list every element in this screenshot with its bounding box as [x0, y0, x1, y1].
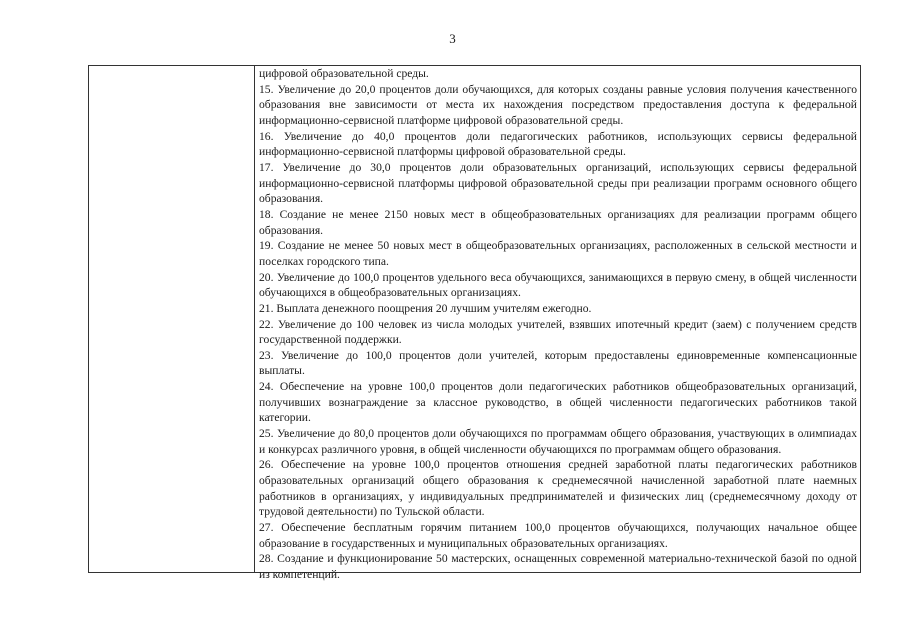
document-table: [88, 65, 861, 581]
paragraph-15: 15. Увеличение до 20,0 процентов доли обучающихся, для которых созданы равные условия получения качественного образования вне зависимости от места их нахождения посредством предоставления доступа к федеральной информационно-сервисной платформе цифровой образовательной среды.: [259, 82, 857, 127]
paragraph-17: 17. Увеличение до 30,0 процентов доли образовательных организаций, использующих сервисы федеральной информационно-сервисной платформы цифровой образовательной среды при реализации программ основного общего образования.: [259, 160, 857, 206]
paragraph-21: 21. Выплата денежного поощрения 20 лучшим учителям ежегодно.: [259, 301, 592, 315]
table-left-cell: [89, 66, 255, 572]
paragraph-26: 26. Обеспечение на уровне 100,0 процентов отношения средней заработной платы педагогических работников образовательных организаций общего образования к среднемесячной начисленной заработной плате наемных работников в организациях, у индивидуальных предпринимателей и физических лиц (среднемесячному доходу от трудовой деятельности) по Тульской области.: [259, 458, 857, 519]
paragraph-22: 22. Увеличение до 100 человек из числа молодых учителей, взявших ипотечный кредит (заем) с получением средств государственной поддержки.: [259, 317, 857, 347]
paragraph-20: 20. Увеличение до 100,0 процентов удельного веса обучающихся, занимающихся в первую смену, в общей численности обучающихся в общеобразовательных организациях.: [259, 270, 857, 300]
paragraph-14-continuation: цифровой образовательной среды.: [259, 67, 429, 80]
paragraph-25: 25. Увеличение до 80,0 процентов доли обучающихся по программам общего образования, участвующих в олимпиадах и конкурсах различного уровня, в общей численности обучающихся по программам общего образования.: [259, 427, 857, 456]
paragraph-24: 24. Обеспечение на уровне 100,0 процентов доли педагогических работников общеобразовательных организаций, получивших вознаграждение за классное руководство, в общей численности педагогических работников такой категории.: [259, 380, 857, 425]
paragraph-23: 23. Увеличение до 100,0 процентов доли учителей, которым предоставлены единовременные компенсационные выплаты.: [259, 348, 857, 378]
paragraph-28: 28. Создание и функционирование 50 мастерских, оснащенных современной материально-технической базой по одной из компетенций.: [259, 552, 857, 581]
table-right-cell: [255, 66, 860, 581]
paragraph-19: 19. Создание не менее 50 новых мест в общеобразовательных организациях, расположенных в сельской местности и поселках городского типа.: [259, 239, 857, 268]
paragraph-27: 27. Обеспечение бесплатным горячим питанием 100,0 процентов обучающихся, получающих начальное общее образование в государственных и муниципальных образовательных организациях.: [259, 521, 857, 550]
paragraph-18: 18. Создание не менее 2150 новых мест в общеобразовательных организациях для реализации программ общего образования.: [259, 207, 857, 237]
page-number: 3: [449, 31, 456, 46]
paragraph-16: 16. Увеличение до 40,0 процентов доли педагогических работников, использующих сервисы федеральной информационно-сервисной платформы цифровой образовательной среды.: [259, 129, 857, 159]
